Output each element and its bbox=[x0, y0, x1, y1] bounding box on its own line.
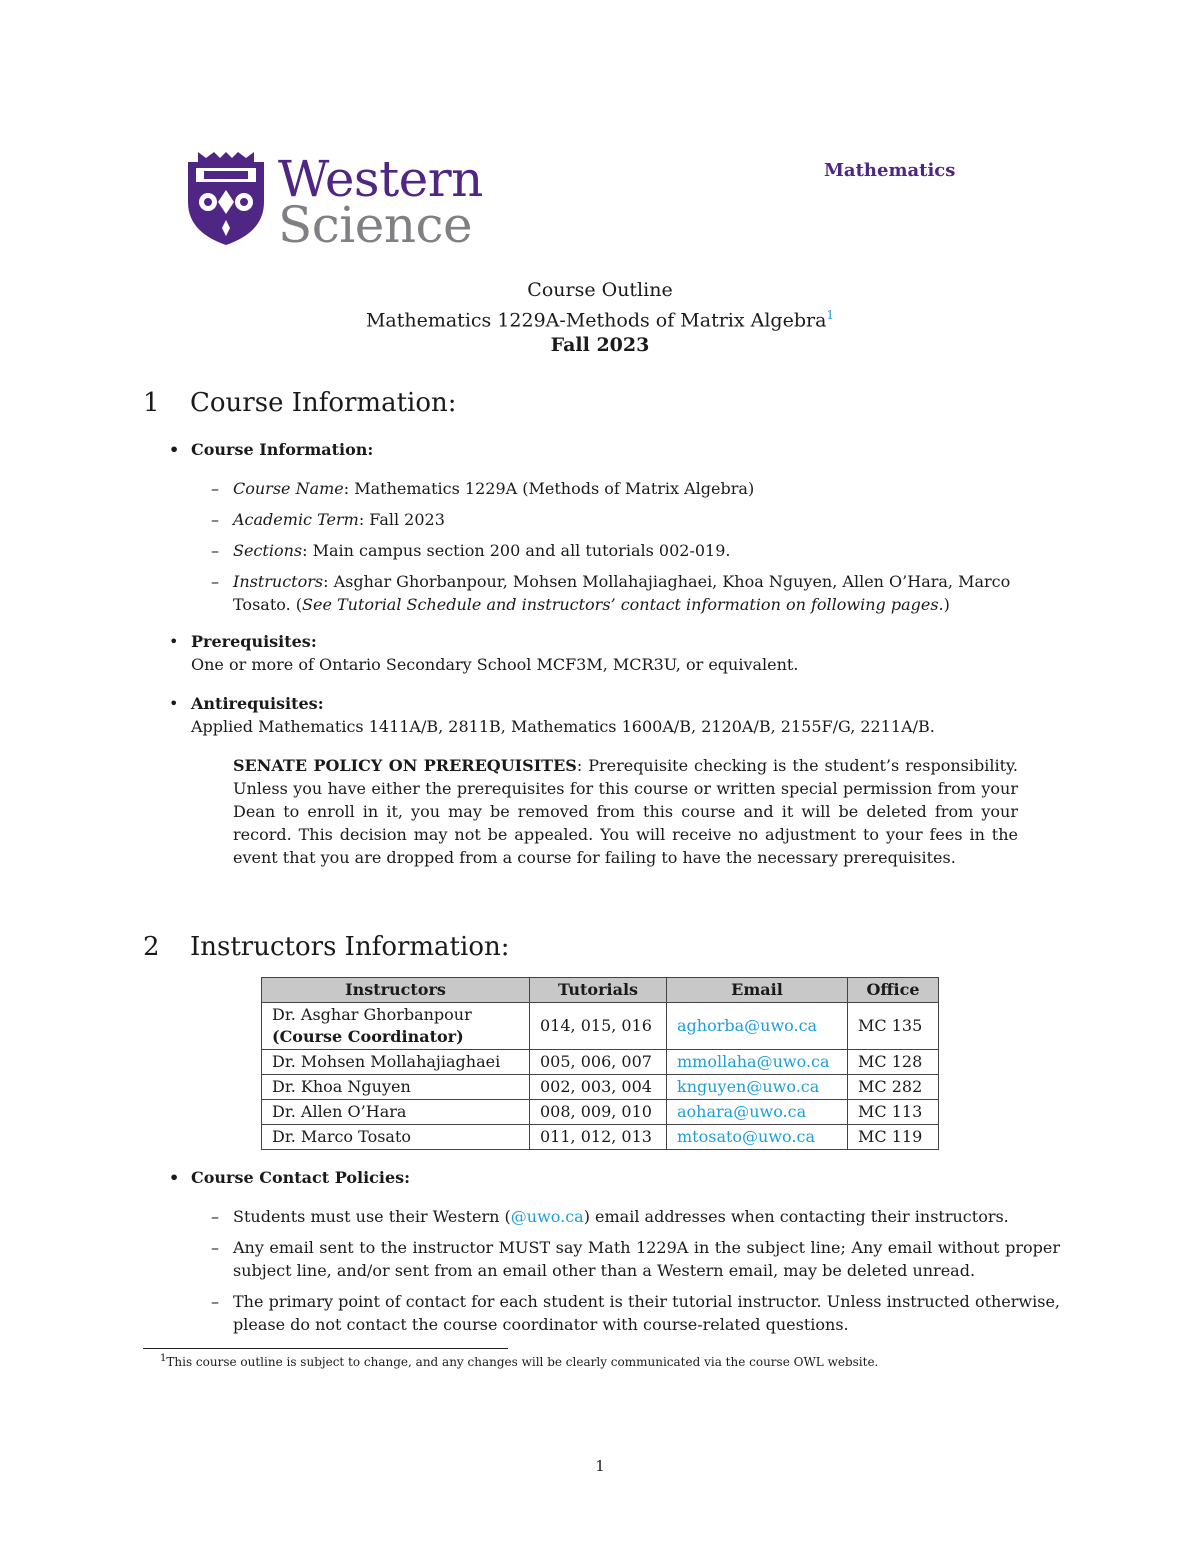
title-block bbox=[0, 278, 1200, 358]
contact-item-primary: – The primary point of contact for each student is their tutorial instructor. Unless instructed otherwise, please do not contact the course coordinator with course-related questions. bbox=[211, 1292, 1060, 1334]
contact-item-uwo: – Students must use their Western (@uwo.ca) email addresses when contacting their instructors. bbox=[211, 1207, 1009, 1226]
academic-term-item: – Academic Term: Fall 2023 bbox=[211, 510, 445, 529]
prerequisites bbox=[165, 630, 1060, 676]
section2-title: Instructors Information: bbox=[190, 932, 510, 962]
table-row bbox=[262, 1003, 939, 1050]
antirequisites-text: Applied Mathematics 1411A/B, 2811B, Mathematics 1600A/B, 2120A/B, 2155F/G, 2211A/B. bbox=[191, 717, 935, 736]
contact-policies bbox=[165, 1166, 1060, 1336]
email-link[interactable]: knguyen@uwo.ca bbox=[667, 1075, 848, 1100]
course-info-label: • Course Information: bbox=[165, 438, 1060, 461]
office-cell: MC 119 bbox=[848, 1125, 939, 1150]
instructors-table bbox=[261, 977, 939, 1150]
section2-heading bbox=[143, 932, 509, 962]
instructor-cell: Dr. Mohsen Mollahajiaghaei bbox=[262, 1050, 530, 1075]
title-line1: Course Outline bbox=[527, 279, 673, 301]
tutorials-cell: 014, 015, 016 bbox=[530, 1003, 667, 1050]
table-header-row bbox=[262, 978, 939, 1003]
senate-policy bbox=[165, 754, 1060, 869]
header-email: Email bbox=[667, 978, 848, 1003]
office-cell: MC 128 bbox=[848, 1050, 939, 1075]
header-instructors: Instructors bbox=[262, 978, 530, 1003]
office-cell: MC 113 bbox=[848, 1100, 939, 1125]
senate-policy-text: : Prerequisite checking is the student’s responsibility. Unless you have either the prerequisites for this course or written special permission from your Dean to enroll in it, you may be removed from this course and it will be deleted from your record. This decision may not be appealed. You will receive no adjustment to your fees in the event that you are dropped from a course for failing to have the necessary prerequisites. bbox=[233, 756, 1018, 867]
footnote bbox=[160, 1353, 878, 1369]
course-name-item: – Course Name: Mathematics 1229A (Methods of Matrix Algebra) bbox=[211, 479, 755, 498]
office-cell: MC 135 bbox=[848, 1003, 939, 1050]
tutorials-cell: 005, 006, 007 bbox=[530, 1050, 667, 1075]
tutorials-cell: 002, 003, 004 bbox=[530, 1075, 667, 1100]
title-term: Fall 2023 bbox=[550, 334, 650, 357]
title-line2 bbox=[0, 303, 1200, 333]
logo-text-science: Science bbox=[278, 196, 473, 254]
course-title: Mathematics 1229A-Methods of Matrix Algebra bbox=[365, 309, 827, 332]
instructor-cell: Dr. Khoa Nguyen bbox=[262, 1075, 530, 1100]
header-tutorials: Tutorials bbox=[530, 978, 667, 1003]
table-row bbox=[262, 1075, 939, 1100]
department-name: Mathematics bbox=[824, 160, 956, 181]
section1-title: Course Information: bbox=[190, 388, 457, 418]
table-row bbox=[262, 1050, 939, 1075]
email-link[interactable]: mmollaha@uwo.ca bbox=[667, 1050, 848, 1075]
section1-content bbox=[165, 438, 1060, 869]
western-science-logo bbox=[186, 150, 486, 254]
antirequisites-label: • Antirequisites: bbox=[191, 694, 324, 713]
table-row bbox=[262, 1100, 939, 1125]
email-link[interactable]: mtosato@uwo.ca bbox=[667, 1125, 848, 1150]
section2-number: 2 bbox=[143, 932, 160, 962]
uwo-link[interactable]: @uwo.ca bbox=[510, 1207, 584, 1226]
footnote-text: This course outline is subject to change, and any changes will be clearly communicated via the course OWL website. bbox=[166, 1355, 879, 1369]
email-link[interactable]: aghorba@uwo.ca bbox=[667, 1003, 848, 1050]
page-number: 1 bbox=[595, 1457, 605, 1475]
senate-policy-label: SENATE POLICY ON PREREQUISITES bbox=[233, 756, 577, 775]
email-link[interactable]: aohara@uwo.ca bbox=[667, 1100, 848, 1125]
instructor-cell: Dr. Asghar Ghorbanpour (Course Coordinator) bbox=[262, 1003, 530, 1050]
office-cell: MC 282 bbox=[848, 1075, 939, 1100]
tutorials-cell: 011, 012, 013 bbox=[530, 1125, 667, 1150]
footnote-ref[interactable]: 1 bbox=[826, 308, 835, 322]
header-office: Office bbox=[848, 978, 939, 1003]
table-row bbox=[262, 1125, 939, 1150]
prerequisites-label: • Prerequisites: bbox=[191, 632, 317, 651]
footnote-rule bbox=[143, 1348, 508, 1349]
section1-number: 1 bbox=[143, 388, 160, 418]
section1-heading bbox=[143, 388, 457, 418]
crest-icon bbox=[186, 150, 266, 246]
contact-item-subject: – Any email sent to the instructor MUST say Math 1229A in the subject line; Any email without proper subject line, and/or sent from an email other than a Western email, may be deleted unread. bbox=[211, 1238, 1060, 1280]
logo-text-western: Western bbox=[278, 150, 483, 208]
instructors-item: – Instructors: Asghar Ghorbanpour, Mohsen Mollahajiaghaei, Khoa Nguyen, Allen O’Hara, Marco Tosato. (See Tutorial Schedule and instructors’ contact information on following pages.) bbox=[211, 572, 1011, 614]
instructors-table-wrap bbox=[261, 977, 939, 1150]
footnote-mark: 1 bbox=[160, 1353, 167, 1364]
instructor-cell: Dr. Marco Tosato bbox=[262, 1125, 530, 1150]
tutorials-cell: 008, 009, 010 bbox=[530, 1100, 667, 1125]
antirequisites bbox=[165, 692, 1060, 738]
prerequisites-text: One or more of Ontario Secondary School MCF3M, MCR3U, or equivalent. bbox=[191, 655, 799, 674]
instructor-cell: Dr. Allen O’Hara bbox=[262, 1100, 530, 1125]
sections-item: – Sections: Main campus section 200 and all tutorials 002-019. bbox=[211, 541, 731, 560]
contact-policies-label: • Course Contact Policies: bbox=[165, 1166, 1060, 1189]
